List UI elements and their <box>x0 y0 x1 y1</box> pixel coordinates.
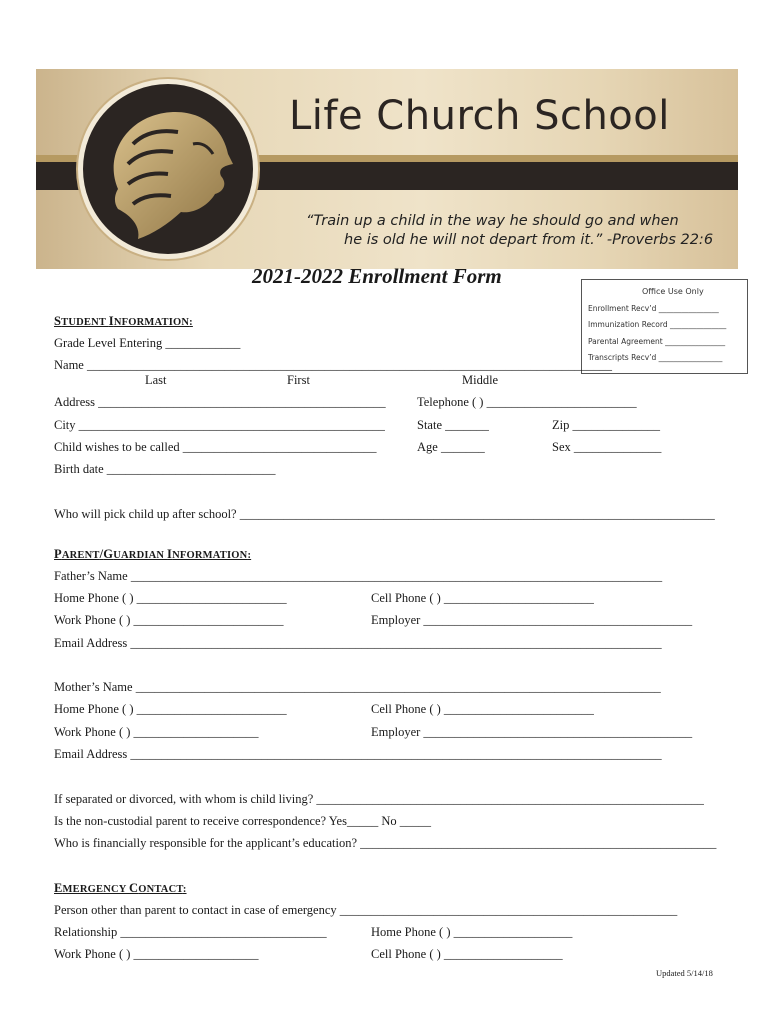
office-item-parental: Parental Agreement ________________ <box>588 337 726 346</box>
father-email-field[interactable]: Email Address _____________________________________________________________________________________ <box>54 636 662 650</box>
correspondence-field[interactable]: Is the non-custodial parent to receive correspondence? Yes_____ No _____ <box>54 814 431 828</box>
sex-field[interactable]: Sex ______________ <box>552 440 662 454</box>
emergency-person-field[interactable]: Person other than parent to contact in case of emergency ______________________________________________________ <box>54 903 678 917</box>
emergency-contact-heading: EMERGENCY CONTACT: <box>54 881 187 895</box>
mother-employer-field[interactable]: Employer ___________________________________________ <box>371 725 693 739</box>
mother-work-phone-field[interactable]: Work Phone ( ) ____________________ <box>54 725 259 739</box>
student-name-field[interactable]: Name ____________________________________________________________________________________ <box>54 358 612 372</box>
grade-level-field[interactable]: Grade Level Entering ____________ <box>54 336 241 350</box>
age-field[interactable]: Age _______ <box>417 440 485 454</box>
student-info-heading: STUDENT INFORMATION: <box>54 314 193 328</box>
mother-cell-phone-field[interactable]: Cell Phone ( ) ________________________ <box>371 702 594 716</box>
father-home-phone-field[interactable]: Home Phone ( ) ________________________ <box>54 591 287 605</box>
name-middle-label: Middle <box>462 373 499 387</box>
motto-line-2: he is old he will not depart from it.” -Proverbs 22:6 <box>344 232 714 248</box>
preferred-name-field[interactable]: Child wishes to be called _______________________________ <box>54 440 377 454</box>
mother-name-field[interactable]: Mother’s Name ____________________________________________________________________________________ <box>54 680 661 694</box>
updated-date: Updated 5/14/18 <box>656 968 713 978</box>
pickup-field[interactable]: Who will pick child up after school? ____________________________________________________________________________ <box>54 507 715 521</box>
emergency-work-phone-field[interactable]: Work Phone ( ) ____________________ <box>54 947 259 961</box>
office-item-immunization: Immunization Record _______________ <box>588 320 727 329</box>
address-field[interactable]: Address ______________________________________________ <box>54 395 386 409</box>
father-cell-phone-field[interactable]: Cell Phone ( ) ________________________ <box>371 591 594 605</box>
school-banner <box>36 69 738 269</box>
birth-date-field[interactable]: Birth date ___________________________ <box>54 462 276 476</box>
name-first-label: First <box>287 373 310 387</box>
emergency-home-phone-field[interactable]: Home Phone ( ) ___________________ <box>371 925 573 939</box>
school-name: Life Church School <box>289 93 670 139</box>
lion-head-icon <box>83 84 253 254</box>
mother-email-field[interactable]: Email Address _____________________________________________________________________________________ <box>54 747 662 761</box>
state-field[interactable]: State _______ <box>417 418 489 432</box>
father-work-phone-field[interactable]: Work Phone ( ) ________________________ <box>54 613 284 627</box>
telephone-field[interactable]: Telephone ( ) ________________________ <box>417 395 637 409</box>
custody-field[interactable]: If separated or divorced, with whom is child living? ______________________________________________________________ <box>54 792 704 806</box>
father-name-field[interactable]: Father’s Name _____________________________________________________________________________________ <box>54 569 663 583</box>
name-last-label: Last <box>145 373 167 387</box>
father-employer-field[interactable]: Employer ___________________________________________ <box>371 613 693 627</box>
form-title: 2021-2022 Enrollment Form <box>252 264 502 288</box>
emergency-cell-phone-field[interactable]: Cell Phone ( ) ___________________ <box>371 947 563 961</box>
zip-field[interactable]: Zip ______________ <box>552 418 660 432</box>
office-item-transcripts: Transcripts Recv’d _________________ <box>588 353 723 362</box>
emergency-relationship-field[interactable]: Relationship _________________________________ <box>54 925 327 939</box>
lion-logo <box>78 79 258 259</box>
office-use-title: Office Use Only <box>642 287 704 296</box>
motto-line-1: “Train up a child in the way he should go and when <box>306 213 679 229</box>
financial-responsibility-field[interactable]: Who is financially responsible for the applicant’s education? _________________________________________________________ <box>54 836 717 850</box>
parent-info-heading: PARENT/GUARDIAN INFORMATION: <box>54 547 252 561</box>
mother-home-phone-field[interactable]: Home Phone ( ) ________________________ <box>54 702 287 716</box>
office-item-enrollment: Enrollment Recv’d ________________ <box>588 304 719 313</box>
city-field[interactable]: City _________________________________________________ <box>54 418 385 432</box>
